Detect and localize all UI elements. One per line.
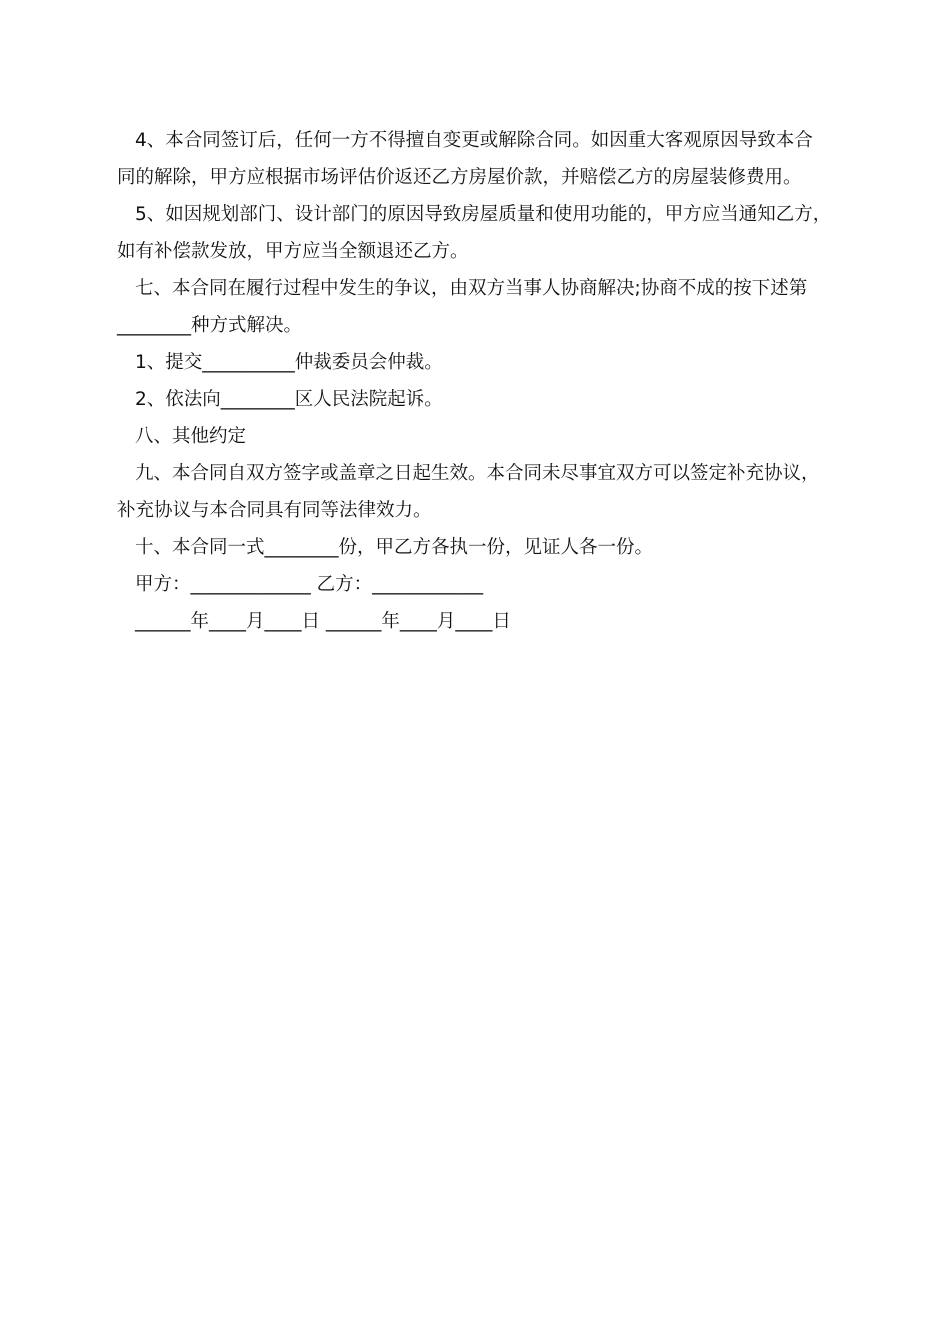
clause-9-line-2: 补充协议与本合同具有同等法律效力。	[117, 500, 432, 521]
clause-5-line-2: 如有补偿款发放，甲方应当全额退还乙方。	[117, 241, 469, 262]
party-signature-line: 甲方：_____________ 乙方：____________	[135, 574, 484, 595]
clause-10-line-1: 十、本合同一式________份，甲乙方各执一份，见证人各一份。	[135, 537, 654, 558]
clause-10-copies	[117, 529, 847, 566]
contract-body	[117, 122, 847, 640]
clause-5-line-1: 5、如因规划部门、设计部门的原因导致房屋质量和使用功能的，甲方应当通知乙方，	[135, 204, 832, 225]
clause-7-line-2: ________种方式解决。	[117, 315, 303, 336]
clause-7-option-1	[117, 344, 847, 381]
signature-parties	[117, 566, 847, 603]
clause-9-line-1: 九、本合同自双方签字或盖章之日起生效。本合同未尽事宜双方可以签定补充协议，	[135, 463, 820, 484]
clause-7-option-2	[117, 381, 847, 418]
clause-9-effect	[117, 455, 847, 529]
clause-8-line-1: 八、其他约定	[135, 426, 247, 447]
clause-5	[117, 196, 847, 270]
signature-dates	[117, 603, 847, 640]
clause-4	[117, 122, 847, 196]
clause-7-line-1: 七、本合同在履行过程中发生的争议，由双方当事人协商解决;协商不成的按下述第	[135, 278, 808, 299]
clause-7-dispute	[117, 270, 847, 344]
date-line: ______年____月____日 ______年____月____日	[135, 611, 511, 632]
clause-4-line-1: 4、本合同签订后，任何一方不得擅自变更或解除合同。如因重大客观原因导致本合	[135, 130, 813, 151]
arbitration-option: 1、提交__________仲裁委员会仲裁。	[135, 352, 443, 373]
litigation-option: 2、依法向________区人民法院起诉。	[135, 389, 443, 410]
clause-8-other	[117, 418, 847, 455]
clause-4-line-2: 同的解除，甲方应根据市场评估价返还乙方房屋价款，并赔偿乙方的房屋装修费用。	[117, 167, 802, 188]
